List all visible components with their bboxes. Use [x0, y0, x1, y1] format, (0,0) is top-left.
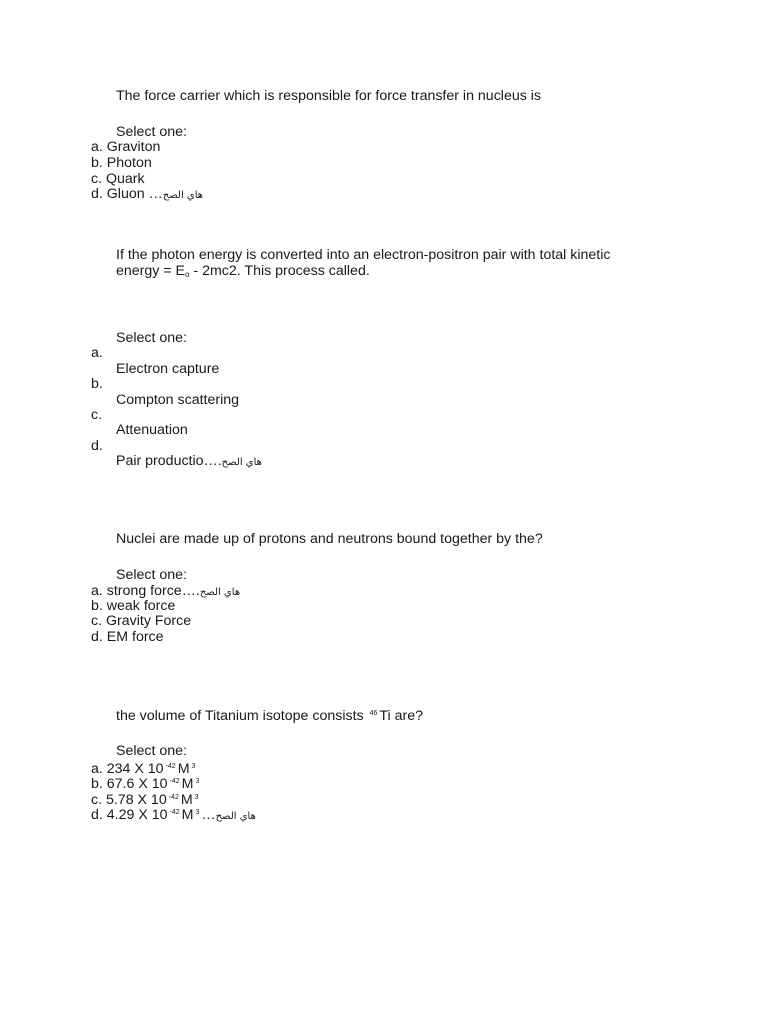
question-4-option-a[interactable]: a. 234 X 10 $^{-42}$ M $^3$: [91, 761, 196, 777]
question-3-select-label: Select one:: [116, 567, 187, 583]
question-3-option-d[interactable]: d. EM force: [91, 629, 164, 645]
question-4-select-label: Select one:: [116, 743, 187, 759]
question-2-option-d-letter[interactable]: d.: [91, 438, 103, 454]
correct-answer-note: هاي الصح: [162, 190, 204, 201]
question-4-option-c[interactable]: c. 5.78 X 10 $^{-42}$ M $^3$: [91, 792, 199, 808]
question-2-select-label: Select one:: [116, 330, 187, 346]
correct-answer-note: هاي الصح: [199, 587, 241, 598]
question-3-option-c[interactable]: c. Gravity Force: [91, 613, 192, 629]
question-1-option-c[interactable]: c. Quark: [91, 171, 145, 187]
question-2-option-a[interactable]: Electron capture: [116, 361, 220, 377]
question-3-text: Nuclei are made up of protons and neutrons bound together by the?: [116, 531, 543, 547]
question-1-option-b[interactable]: b. Photon: [91, 155, 152, 171]
question-3-option-b[interactable]: b. weak force: [91, 598, 176, 614]
question-2-text-line-2: energy = $E_o - 2mc2$. This process called.: [116, 263, 370, 279]
question-4-option-d[interactable]: d. 4.29 X 10 $^{-42}$ M $^3$ …هاي الصح: [91, 807, 256, 823]
question-2-option-d[interactable]: Pair productio….هاي الصح: [116, 453, 262, 469]
question-4-text: the volume of Titanium isotope consists $^{46}$ Ti are?: [116, 708, 423, 724]
question-2-option-c-letter[interactable]: c.: [91, 407, 103, 423]
correct-answer-note: هاي الصح: [221, 457, 262, 468]
correct-answer-note: هاي الصح: [215, 811, 256, 822]
question-2-option-c[interactable]: Attenuation: [116, 422, 188, 438]
question-2-text-line-1: If the photon energy is converted into an electron-positron pair with total kinetic: [116, 247, 611, 263]
question-3-option-a[interactable]: a. strong force….هاي الصح: [91, 583, 241, 599]
question-2-option-b[interactable]: Compton scattering: [116, 392, 240, 408]
question-2-option-b-letter[interactable]: b.: [91, 376, 103, 392]
question-1-option-d[interactable]: d. Gluon …هاي الصح: [91, 186, 204, 202]
question-1-option-a[interactable]: a. Graviton: [91, 139, 161, 155]
question-1-text: The force carrier which is responsible for force transfer in nucleus is: [116, 88, 542, 104]
question-4-option-b[interactable]: b. 67.6 X 10 $^{-42}$ M $^3$: [91, 776, 200, 792]
question-2-option-a-letter[interactable]: a.: [91, 345, 103, 361]
question-1-select-label: Select one:: [116, 124, 187, 140]
